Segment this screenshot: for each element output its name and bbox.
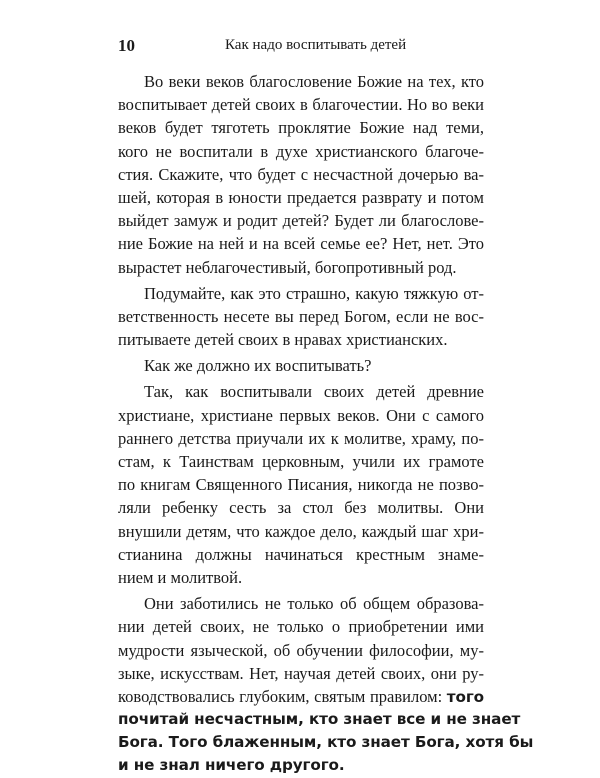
bold-text-line: почитай несчастным, кто знает все и не знает bbox=[118, 710, 521, 729]
paragraph-2 bbox=[118, 282, 484, 352]
text-line: по книгам Священного Писания, никогда не позво- bbox=[118, 475, 484, 495]
text-line: выйдет замуж и родит детей? Будет ли благослове- bbox=[118, 211, 484, 231]
paragraph-3 bbox=[118, 354, 484, 377]
text-line: раннего детства приучали их к молитве, храму, по- bbox=[118, 428, 484, 448]
text-line: Как же должно их воспитывать? bbox=[144, 356, 372, 376]
bold-text-segment: того bbox=[446, 687, 484, 706]
body-text bbox=[118, 70, 534, 778]
text-line: ляли ребенку сесть за стол без молитвы. Они bbox=[118, 498, 484, 518]
text-line: стам, к Таинствам церковным, учили их грамоте bbox=[118, 452, 484, 471]
paragraph-1 bbox=[118, 70, 484, 279]
text-line: стианина должны начинаться крестным знаме- bbox=[118, 544, 484, 564]
text-line: вырастет неблагочестивый, богопротивный род. bbox=[118, 257, 457, 277]
paragraph-4 bbox=[118, 380, 484, 589]
text-line: зыке, искусствам. Нет, научая детей своих, они ру- bbox=[118, 663, 484, 683]
text-line: ние Божие на ней и на всей семье ее? Нет, нет. Это bbox=[118, 234, 484, 254]
text-line: воспитывает детей своих в благочестии. Но во веки bbox=[118, 95, 484, 115]
text-line: мудрости языческой, об обучении философии, му- bbox=[118, 640, 484, 660]
bold-text-line: и не знал ничего другого. bbox=[118, 756, 345, 775]
text-line: Так, как воспитывали своих детей древние bbox=[144, 382, 484, 402]
text-line: стия. Скажите, что будет с несчастной дочерью ва- bbox=[118, 164, 484, 184]
text-line: христиане, христиане первых веков. Они с самого bbox=[118, 405, 484, 425]
text-line: кого не воспитали в духе христианского благоче- bbox=[118, 141, 484, 161]
text-line: Во веки веков благословение Божие на тех, кто bbox=[144, 72, 484, 91]
text-line: питываете детей своих в нравах христианских. bbox=[118, 330, 448, 350]
text-line: Они заботились не только об общем образова- bbox=[144, 594, 484, 614]
text-line: ветственность несете вы перед Богом, если не вос- bbox=[118, 306, 484, 326]
text-line: веков будет тяготеть проклятие Божие над теми, bbox=[118, 118, 484, 138]
page-number: 10 bbox=[118, 36, 135, 55]
text-line: шей, которая в юности предается разврату и потом bbox=[118, 187, 484, 207]
mixed-text-line bbox=[118, 685, 484, 708]
regular-text-segment: ководствовались глубоким, святым правилом: bbox=[118, 686, 447, 706]
text-line: нием и молитвой. bbox=[118, 567, 243, 587]
text-line: внушили детям, что каждое дело, каждый шаг хри- bbox=[118, 521, 484, 541]
text-line: Подумайте, как это страшно, какую тяжкую от- bbox=[144, 283, 484, 303]
running-title: Как надо воспитывать детей bbox=[225, 37, 407, 53]
text-line: нии детей своих, не только о приобретении ими bbox=[118, 617, 484, 637]
bold-text-line: Бога. Того блаженным, кто знает Бога, хотя бы bbox=[118, 733, 534, 752]
page-header bbox=[0, 36, 600, 58]
